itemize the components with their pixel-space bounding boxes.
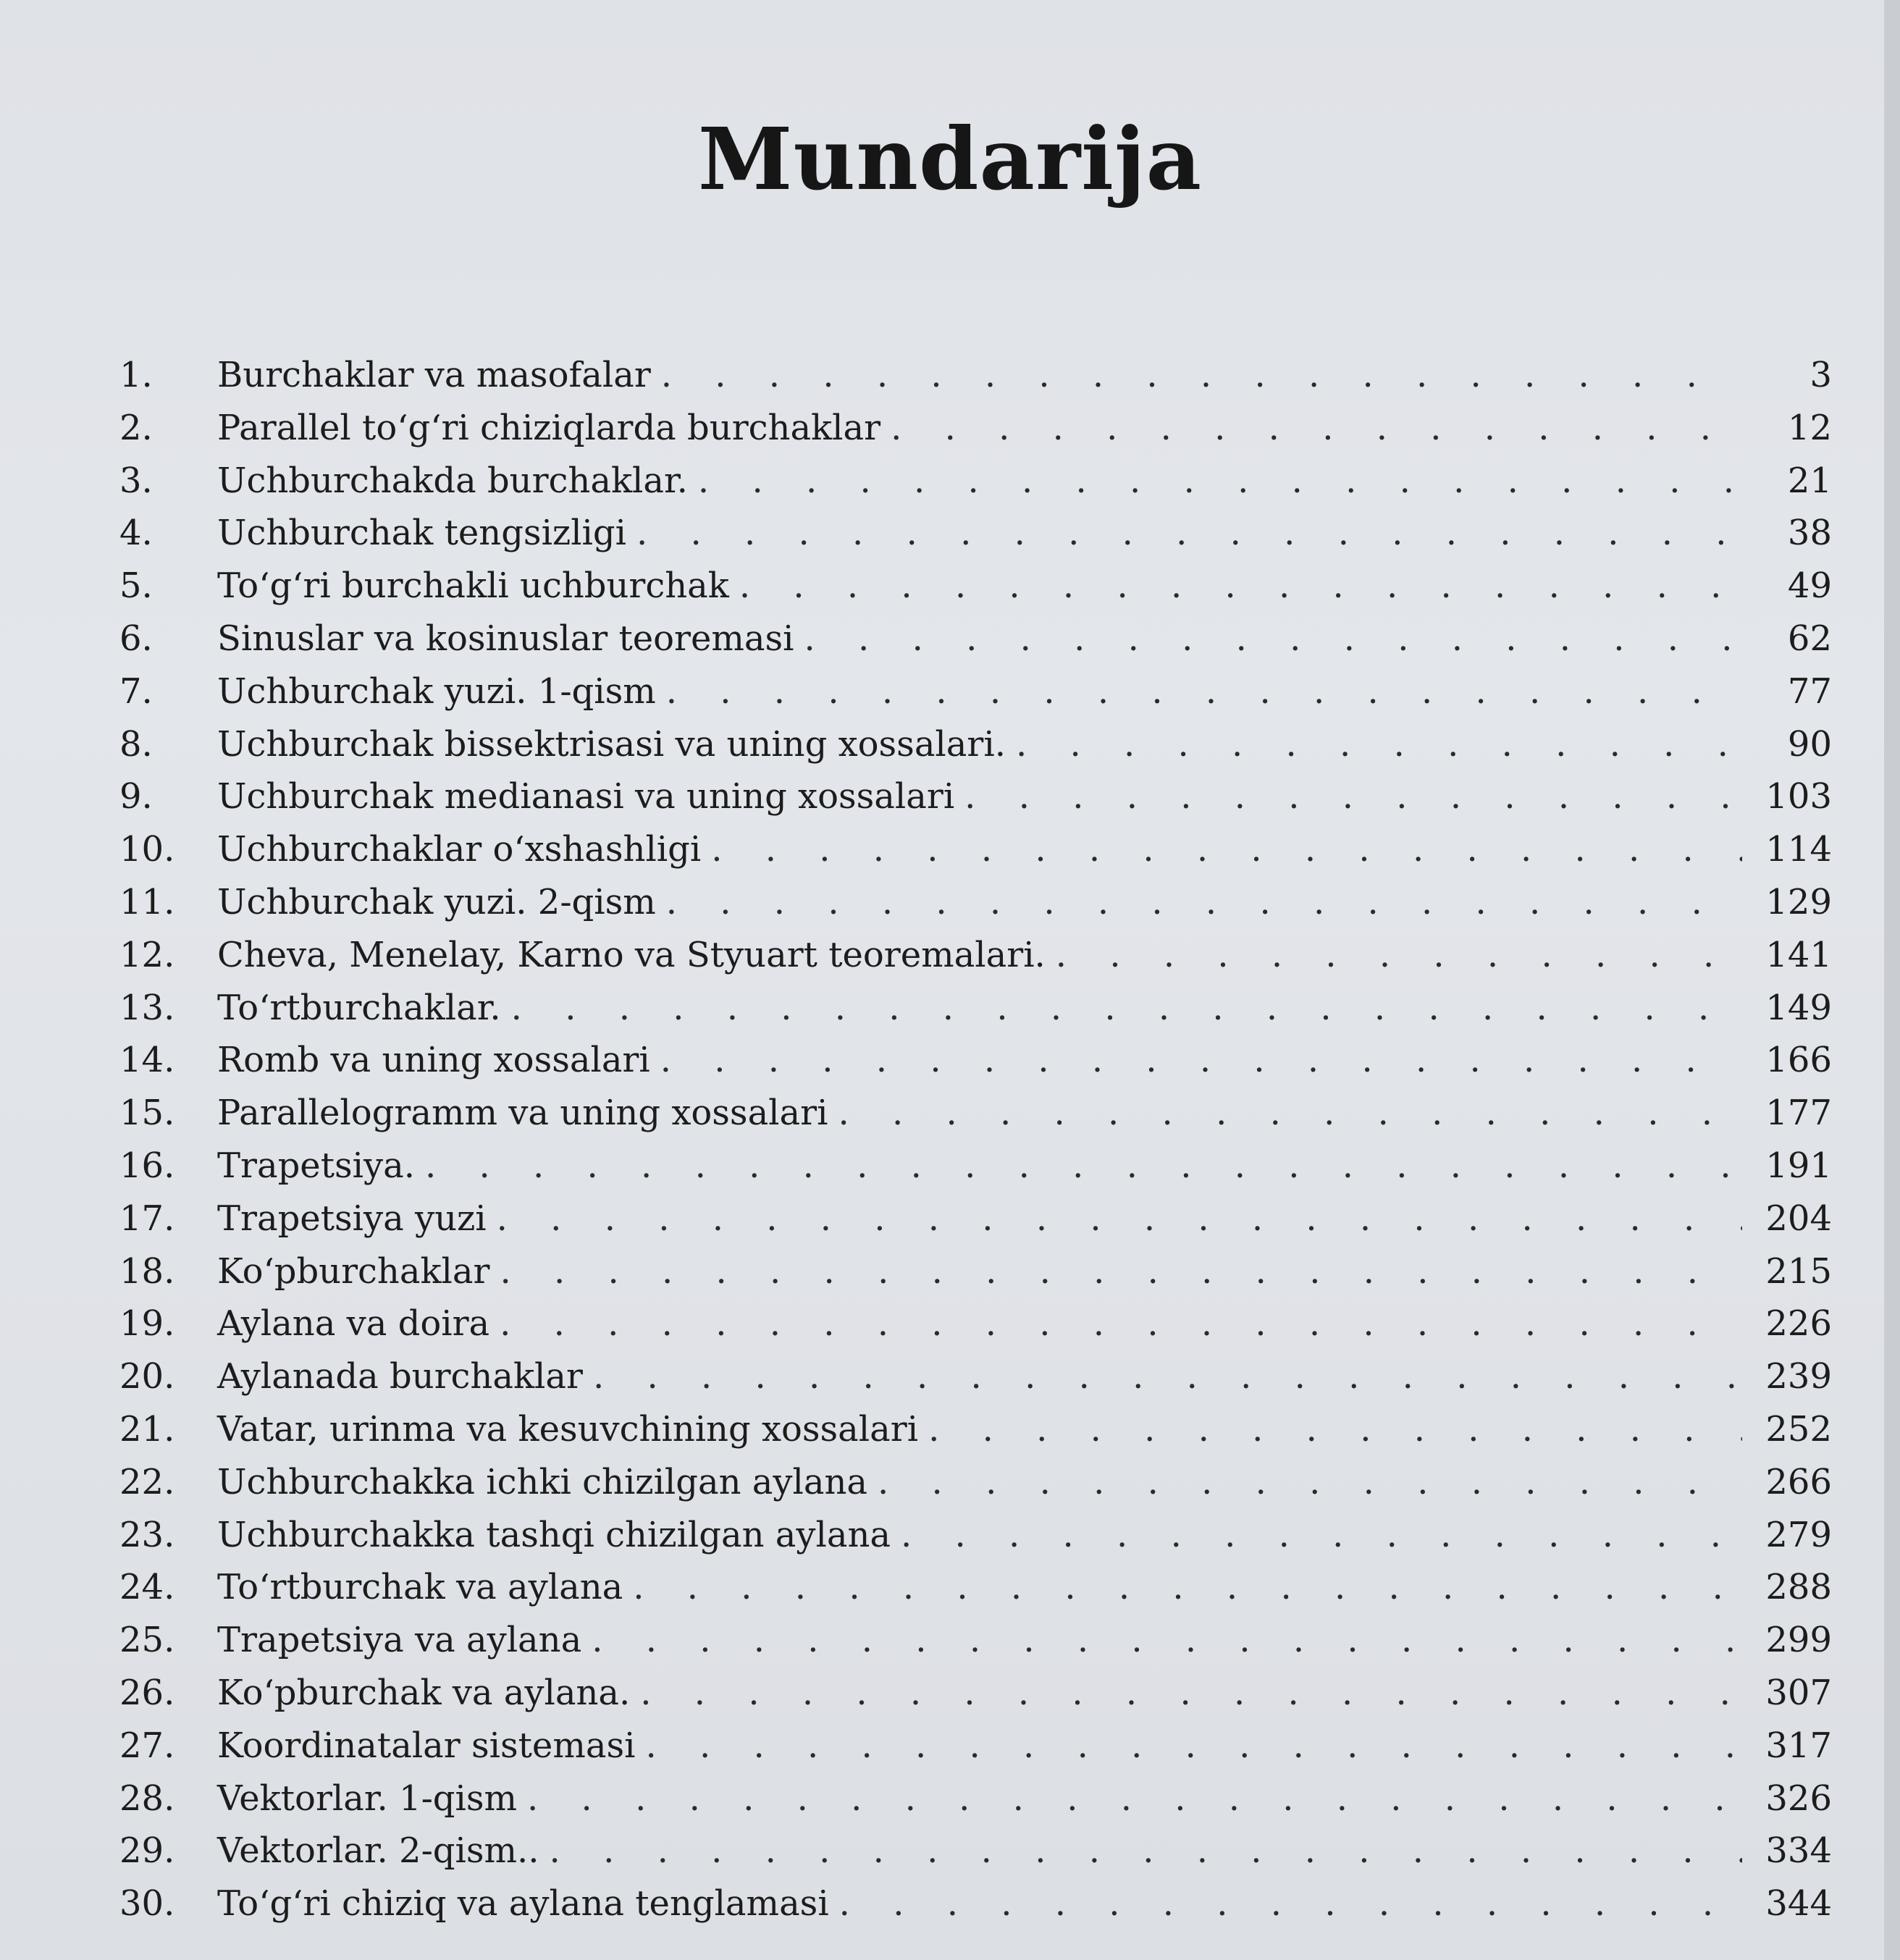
toc-entry-page: 3 [1809, 355, 1832, 395]
toc-entry [119, 1515, 1832, 1568]
toc-leader-dots [666, 882, 1742, 922]
toc-entry-page: 149 [1765, 987, 1832, 1028]
toc-entry-title: Cheva, Menelay, Karno va Styuart teoremalari. [217, 934, 1046, 975]
toc-entry-page: 12 [1787, 407, 1832, 448]
toc-entry-page: 90 [1787, 723, 1832, 765]
toc-entry-title: Trapetsiya va aylana [217, 1620, 582, 1661]
toc-entry-number: 24. [119, 1567, 175, 1608]
toc-entry [119, 1778, 1832, 1831]
toc-entry-page: 279 [1765, 1514, 1832, 1555]
toc-entry-number: 3. [119, 460, 153, 501]
toc-entry-title: Uchburchak bissektrisasi va uning xossalari. [217, 723, 1006, 765]
toc-entry [119, 988, 1832, 1040]
toc-entry-page: 114 [1765, 829, 1832, 870]
toc-entry-title: Sinuslar va kosinuslar teoremasi [217, 618, 794, 659]
toc-entry-page: 215 [1765, 1250, 1832, 1292]
toc-entry-page: 38 [1787, 513, 1832, 554]
toc-entry-title: Burchaklar va masofalar [217, 355, 651, 395]
toc-entry-page: 239 [1765, 1356, 1832, 1397]
toc-leader-dots [804, 618, 1742, 659]
toc-entry-number: 18. [119, 1250, 175, 1292]
toc-entry [119, 829, 1832, 882]
toc-entry-number: 23. [119, 1514, 175, 1555]
toc-leader-dots [661, 355, 1742, 395]
toc-leader-dots [878, 1462, 1742, 1502]
toc-leader-dots [511, 988, 1742, 1028]
toc-leader-dots [527, 1778, 1742, 1819]
toc-leader-dots [500, 1251, 1742, 1292]
toc-entry-title: Vektorlar. 2-qism.. [217, 1830, 539, 1872]
toc-leader-dots [1016, 724, 1742, 765]
toc-entry-title: Uchburchakka tashqi chizilgan aylana [217, 1514, 891, 1555]
toc-entry [119, 1356, 1832, 1409]
toc-entry [119, 1145, 1832, 1198]
toc-entry-number: 16. [119, 1145, 175, 1186]
toc-leader-dots [901, 1515, 1742, 1555]
toc-entry-page: 344 [1765, 1883, 1832, 1925]
toc-entry-page: 21 [1787, 460, 1832, 501]
toc-entry [119, 1093, 1832, 1145]
toc-entry [119, 1673, 1832, 1725]
toc-leader-dots [928, 1409, 1742, 1450]
page-edge [1884, 0, 1900, 1960]
toc-entry [119, 1883, 1832, 1936]
toc-entry [119, 724, 1832, 777]
toc-entry-number: 19. [119, 1303, 175, 1345]
toc-leader-dots [839, 1883, 1742, 1924]
toc-entry [119, 1198, 1832, 1251]
toc-leader-dots [739, 565, 1742, 606]
toc-entry-title: Trapetsiya yuzi [217, 1198, 487, 1239]
toc-leader-dots [500, 1303, 1742, 1344]
toc-entry [119, 882, 1832, 935]
toc-entry-page: 49 [1787, 565, 1832, 607]
toc-entry-page: 307 [1765, 1672, 1832, 1713]
toc-entry [119, 1567, 1832, 1620]
toc-entry-page: 317 [1765, 1725, 1832, 1766]
toc-entry-title: Uchburchakda burchaklar. [217, 460, 688, 501]
toc-leader-dots [666, 671, 1742, 712]
toc-entry-number: 11. [119, 881, 175, 922]
toc-entry-page: 166 [1765, 1040, 1832, 1081]
toc-leader-dots [633, 1567, 1742, 1607]
toc-entry [119, 1040, 1832, 1093]
toc-entry [119, 1620, 1832, 1673]
toc-entry-number: 30. [119, 1883, 175, 1925]
toc-entry [119, 460, 1832, 513]
toc-entry-title: Aylanada burchaklar [217, 1356, 583, 1397]
toc-entry-page: 204 [1765, 1198, 1832, 1239]
toc-entry-page: 226 [1765, 1303, 1832, 1345]
toc-entry-title: Vatar, urinma va kesuvchining xossalari [217, 1408, 919, 1450]
toc-leader-dots [660, 1040, 1742, 1080]
table-of-contents [119, 355, 1832, 1948]
toc-entry-page: 252 [1765, 1408, 1832, 1450]
toc-entry-title: Ko‘pburchaklar [217, 1250, 490, 1292]
toc-entry-page: 326 [1765, 1778, 1832, 1819]
toc-entry-number: 9. [119, 776, 153, 817]
toc-entry-page: 62 [1787, 618, 1832, 659]
toc-entry-title: Koordinatalar sistemasi [217, 1725, 636, 1766]
toc-entry [119, 1409, 1832, 1462]
toc-entry-number: 5. [119, 565, 153, 607]
toc-entry-page: 191 [1765, 1145, 1832, 1186]
toc-entry-page: 266 [1765, 1461, 1832, 1502]
toc-leader-dots [550, 1830, 1742, 1871]
toc-entry-page: 129 [1765, 881, 1832, 922]
toc-entry-title: Romb va uning xossalari [217, 1040, 650, 1081]
toc-entry-title: Vektorlar. 1-qism [217, 1778, 518, 1819]
toc-entry-number: 13. [119, 987, 175, 1028]
toc-entry-number: 28. [119, 1778, 175, 1819]
toc-entry-title: Uchburchak tengsizligi [217, 513, 626, 554]
toc-entry-number: 21. [119, 1408, 175, 1450]
toc-entry-title: To‘rtburchaklar. [217, 987, 501, 1028]
toc-entry-number: 1. [119, 355, 153, 395]
toc-entry [119, 1303, 1832, 1356]
toc-entry-title: Parallelogramm va uning xossalari [217, 1093, 828, 1134]
toc-leader-dots [640, 1673, 1742, 1713]
toc-entry [119, 618, 1832, 671]
toc-leader-dots [891, 408, 1742, 448]
page-title: Mundarija [697, 109, 1203, 209]
toc-entry-page: 334 [1765, 1830, 1832, 1872]
toc-entry-page: 103 [1765, 776, 1832, 817]
toc-entry-number: 15. [119, 1093, 175, 1134]
toc-entry-title: To‘g‘ri chiziq va aylana tenglamasi [217, 1883, 829, 1925]
toc-entry [119, 1830, 1832, 1883]
toc-leader-dots [698, 460, 1742, 501]
toc-leader-dots [1056, 935, 1742, 975]
toc-leader-dots [838, 1093, 1742, 1133]
toc-entry [119, 1462, 1832, 1515]
toc-leader-dots [711, 829, 1742, 870]
toc-entry-title: To‘rtburchak va aylana [217, 1567, 623, 1608]
toc-entry-title: Uchburchak medianasi va uning xossalari [217, 776, 955, 817]
toc-leader-dots [497, 1198, 1742, 1239]
toc-entry-title: Aylana va doira [217, 1303, 490, 1345]
toc-leader-dots [592, 1620, 1742, 1660]
toc-leader-dots [964, 776, 1742, 817]
toc-entry [119, 935, 1832, 988]
toc-entry-number: 14. [119, 1040, 175, 1081]
toc-entry-title: Parallel to‘g‘ri chiziqlarda burchaklar [217, 407, 881, 448]
toc-entry [119, 565, 1832, 618]
toc-entry-page: 77 [1787, 670, 1832, 712]
toc-entry-number: 22. [119, 1461, 175, 1502]
toc-entry-number: 26. [119, 1672, 175, 1713]
toc-entry-page: 288 [1765, 1567, 1832, 1608]
toc-entry-title: Uchburchakka ichki chizilgan aylana [217, 1461, 868, 1502]
toc-entry [119, 671, 1832, 724]
toc-entry-title: Trapetsiya. [217, 1145, 415, 1186]
toc-entry [119, 1251, 1832, 1304]
toc-entry-number: 12. [119, 934, 175, 975]
toc-leader-dots [593, 1356, 1742, 1397]
toc-entry-number: 7. [119, 670, 153, 712]
toc-entry [119, 776, 1832, 829]
toc-entry-title: Uchburchaklar o‘xshashligi [217, 829, 702, 870]
toc-entry-title: Uchburchak yuzi. 2-qism [217, 881, 656, 922]
toc-entry [119, 355, 1832, 408]
toc-entry-number: 25. [119, 1620, 175, 1661]
toc-entry [119, 513, 1832, 565]
toc-entry-number: 29. [119, 1830, 175, 1872]
toc-entry-title: Ko‘pburchak va aylana. [217, 1672, 631, 1713]
toc-entry-number: 8. [119, 723, 153, 765]
toc-leader-dots [645, 1725, 1742, 1766]
toc-entry-title: Uchburchak yuzi. 1-qism [217, 670, 656, 712]
toc-entry-number: 4. [119, 513, 153, 554]
toc-entry-page: 299 [1765, 1620, 1832, 1661]
toc-entry-number: 2. [119, 407, 153, 448]
toc-entry-page: 141 [1765, 934, 1832, 975]
toc-entry-number: 27. [119, 1725, 175, 1766]
toc-entry-number: 6. [119, 618, 153, 659]
toc-entry [119, 408, 1832, 460]
toc-entry [119, 1725, 1832, 1778]
toc-entry-page: 177 [1765, 1093, 1832, 1134]
toc-entry-title: To‘g‘ri burchakli uchburchak [217, 565, 729, 607]
toc-entry-number: 10. [119, 829, 175, 870]
toc-leader-dots [636, 513, 1742, 553]
toc-entry-number: 17. [119, 1198, 175, 1239]
toc-leader-dots [425, 1145, 1742, 1186]
toc-entry-number: 20. [119, 1356, 175, 1397]
